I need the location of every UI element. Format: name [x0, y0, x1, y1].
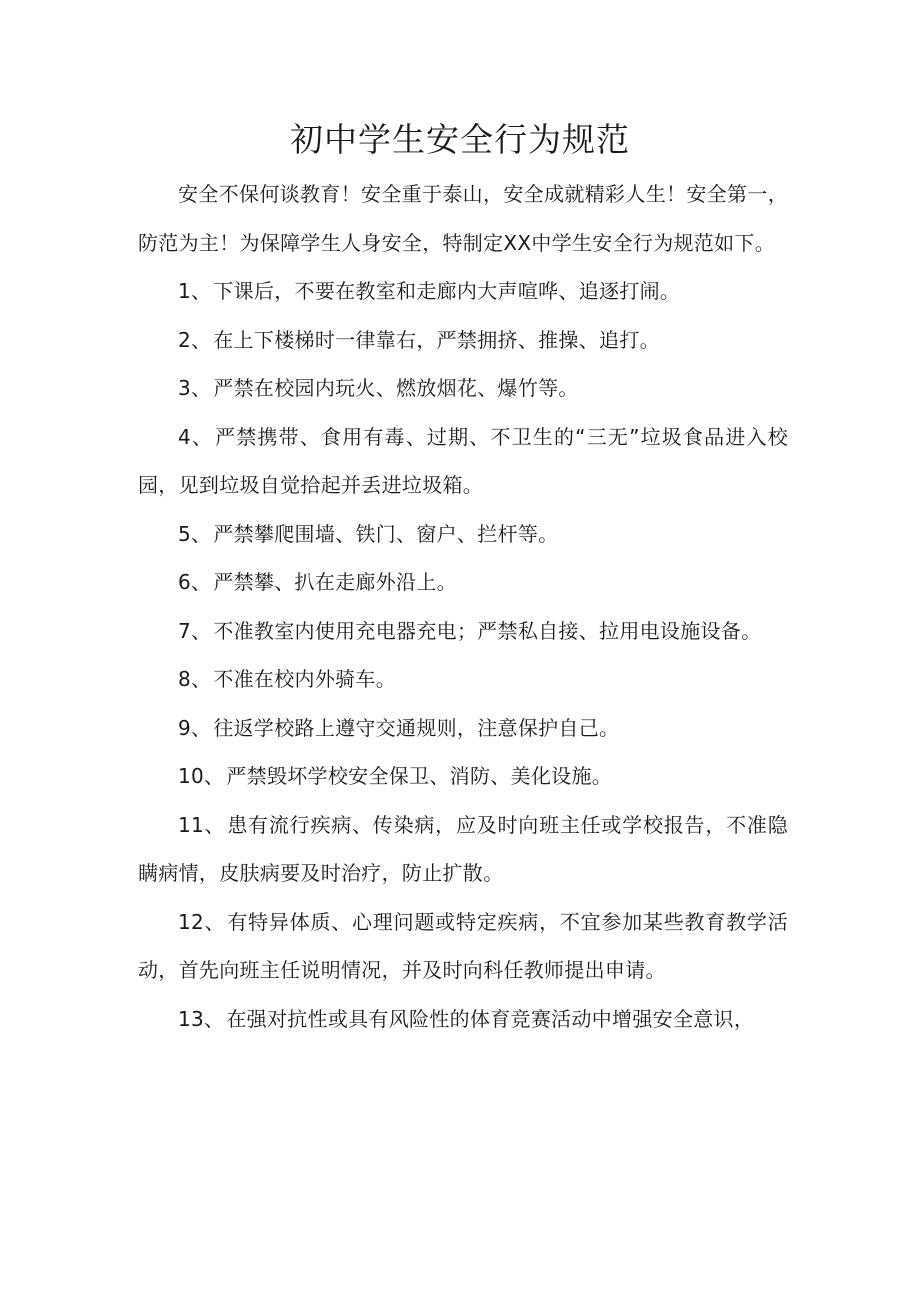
- intro-paragraph: 安全不保何谈教育！安全重于泰山，安全成就精彩人生！安全第一，防范为主！为保障学生人身安全，特制定XX中学生安全行为规范如下。: [138, 182, 788, 255]
- rule-item-1: [138, 267, 788, 316]
- rule-item-2: [138, 316, 788, 365]
- rule-item-3: [138, 364, 788, 413]
- rule-item-11: [138, 801, 788, 898]
- rule-text: 患有流行疾病、传染病，应及时向班主任或学校报告，不准隐瞒病情，皮肤病要及时治疗，防止扩散。: [138, 812, 788, 885]
- rule-item-13: [138, 995, 788, 1044]
- rule-number: 8、: [178, 667, 212, 691]
- rule-number: 13、: [178, 1006, 225, 1031]
- rule-text: 严禁携带、食用有毒、过期、不卫生的“三无”垃圾食品进入校园，见到垃圾自觉拾起并丢进垃圾箱。: [138, 424, 789, 497]
- rule-text: 下课后，不要在教室和走廊内大声喧哗、追逐打闹。: [213, 279, 681, 303]
- rule-number: 7、: [178, 618, 212, 643]
- rule-number: 10、: [178, 764, 225, 788]
- rule-text: 严禁攀爬围墙、铁门、窗户、拦杆等。: [213, 521, 559, 546]
- document-body: [138, 170, 788, 1043]
- rule-text: 往返学校路上遵守交通规则，注意保护自己。: [213, 715, 620, 740]
- rule-number: 11、: [178, 812, 226, 837]
- rule-item-7: [138, 607, 788, 656]
- rule-number: 2、: [178, 327, 212, 352]
- rule-text: 有特异体质、心理问题或特定疾病，不宜参加某些教育教学活动，首先向班主任说明情况，并及时向科任教师提出申请。: [138, 909, 788, 982]
- rule-number: 1、: [178, 279, 212, 303]
- rule-number: 9、: [178, 715, 212, 740]
- rule-item-8: [138, 655, 788, 704]
- rule-number: 3、: [178, 376, 212, 400]
- rule-text: 在强对抗性或具有风险性的体育竞赛活动中增强安全意识，: [226, 1006, 755, 1031]
- rule-number: 6、: [178, 570, 212, 594]
- rule-item-5: [138, 510, 788, 559]
- rule-text: 在上下楼梯时一律靠右，严禁拥挤、推操、追打。: [213, 327, 660, 352]
- rule-item-12: [138, 898, 788, 995]
- rule-text: 严禁攀、扒在走廊外沿上。: [213, 570, 457, 594]
- rule-number: 5、: [178, 521, 212, 546]
- rule-text: 严禁在校园内玩火、燃放烟花、爆竹等。: [213, 376, 579, 400]
- rule-number: 12、: [178, 909, 226, 934]
- rule-number: 4、: [178, 424, 214, 449]
- rule-item-4: [138, 413, 788, 510]
- rule-text: 严禁毁坏学校安全保卫、消防、美化设施。: [226, 764, 613, 788]
- document-title: 初中学生安全行为规范: [290, 120, 630, 159]
- rule-item-10: [138, 752, 788, 801]
- rule-item-9: [138, 704, 788, 753]
- rule-item-6: [138, 558, 788, 607]
- rule-text: 不准教室内使用充电器充电；严禁私自接、拉用电设施设备。: [213, 618, 762, 643]
- rule-text: 不准在校内外骑车。: [213, 667, 397, 691]
